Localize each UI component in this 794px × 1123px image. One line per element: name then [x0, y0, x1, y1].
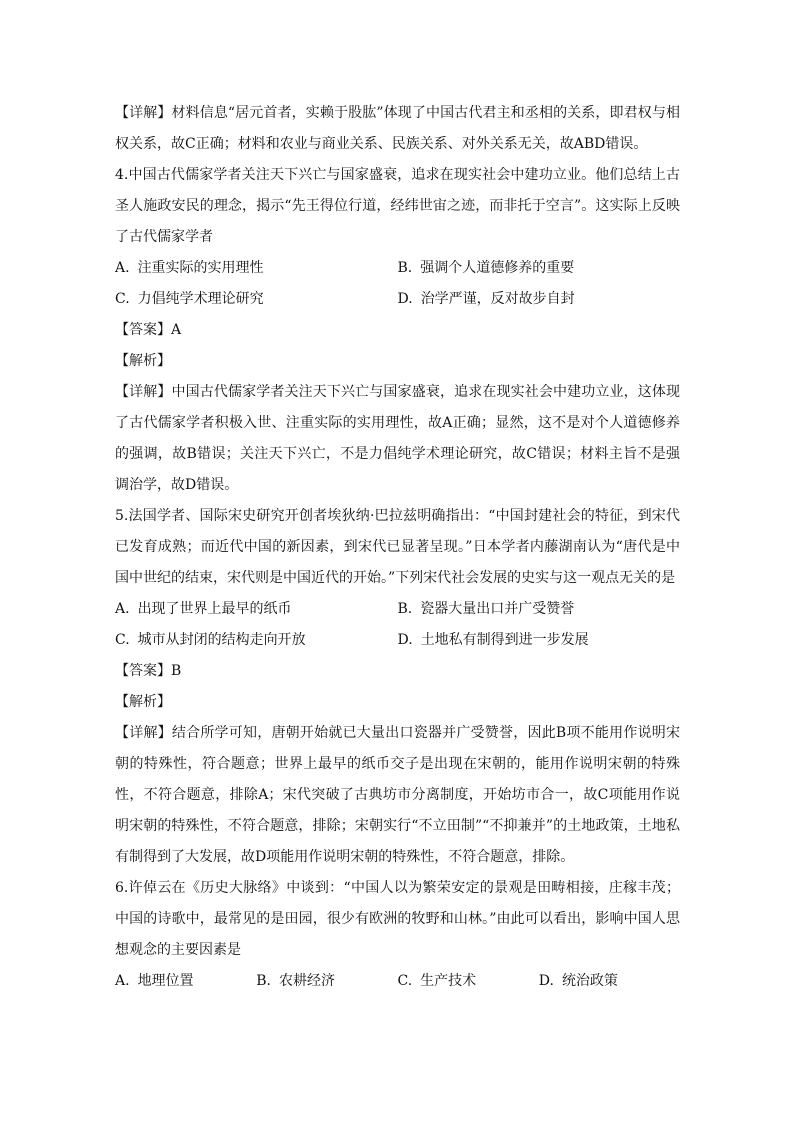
question-6-stem: 6.许倬云在《历史大脉络》中谈到：“中国人以为繁荣安定的景观是田畴相接，庄稼丰茂；中国的诗歌中，最常见的是田园，很少有欧洲的牧野和山林。”由此可以看出，影响中国人思想观念的主要因素是 — [115, 880, 680, 958]
q5-option-b: B. 瓷器大量出口并广受赞誉 — [397, 601, 575, 617]
q6-option-d: D. 统治政策 — [538, 973, 618, 989]
document-page — [115, 98, 680, 997]
q4-detail: 【详解】中国古代儒家学者关注天下兴亡与国家盛衰，追求在现实社会中建功立业，这体现了古代儒家学者积极入世、注重实际的实用理性，故A正确；显然，这不是对个人道德修养的强调，故B错误；关注天下兴亡，不是力倡纯学术理论研究，故C错误；材料主旨不是强调治学，故D错误。 — [115, 384, 680, 493]
question-5-options — [115, 594, 680, 656]
q5-answer: 【答案】B — [115, 663, 182, 679]
q4-option-a: A. 注重实际的实用理性 — [115, 260, 264, 276]
q4-option-c: C. 力倡纯学术理论研究 — [115, 291, 264, 307]
q4-option-d: D. 治学严谨，反对故步自封 — [397, 291, 575, 307]
question-6-options — [115, 966, 680, 997]
q5-option-c: C. 城市从封闭的结构走向开放 — [115, 632, 306, 648]
question-4-stem: 4.中国古代儒家学者关注天下兴亡与国家盛衰，追求在现实社会中建功立业。他们总结上古圣人施政安民的理念，揭示“先王得位行道，经纬世宙之迹，而非托于空言”。这实际上反映了古代儒家学者 — [115, 167, 680, 245]
q4-answer: 【答案】A — [115, 322, 182, 338]
q4-analysis-heading: 【解析】 — [115, 353, 171, 369]
q6-option-c: C. 生产技术 — [397, 973, 477, 989]
q5-option-a: A. 出现了世界上最早的纸币 — [115, 601, 292, 617]
question-5-stem: 5.法国学者、国际宋史研究开创者埃狄纳·巴拉兹明确指出：“中国封建社会的特征，到宋代已发育成熟；而近代中国的新因素，到宋代已显著呈现。”日本学者内藤湖南认为“唐代是中国中世纪的结束，宋代则是中国近代的开始。”下列宋代社会发展的史实与这一观点无关的是 — [115, 508, 680, 586]
detail-paragraph-q3: 【详解】材料信息“居元首者，实赖于股肱”体现了中国古代君主和丞相的关系，即君权与相权关系，故C正确；材料和农业与商业关系、民族关系、对外关系无关，故ABD错误。 — [115, 105, 680, 152]
q4-option-b: B. 强调个人道德修养的重要 — [397, 260, 575, 276]
q5-detail: 【详解】结合所学可知，唐朝开始就已大量出口瓷器并广受赞誉，因此B项不能用作说明宋朝的特殊性，符合题意；世界上最早的纸币交子是出现在宋朝的，能用作说明宋朝的特殊性，不符合题意，排除A；宋代突破了古典坊市分离制度，开始坊市合一，故C项能用作说明宋朝的特殊性，不符合题意，排除；宋朝实行“不立田制”“不抑兼并”的土地政策，土地私有制得到了大发展，故D项能用作说明宋朝的特殊性，不符合题意，排除。 — [115, 725, 680, 865]
question-4-options — [115, 253, 680, 315]
q5-option-d: D. 土地私有制得到进一步发展 — [397, 632, 589, 648]
q5-analysis-heading: 【解析】 — [115, 694, 171, 710]
q6-option-b: B. 农耕经济 — [256, 973, 335, 989]
q6-option-a: A. 地理位置 — [115, 973, 194, 989]
